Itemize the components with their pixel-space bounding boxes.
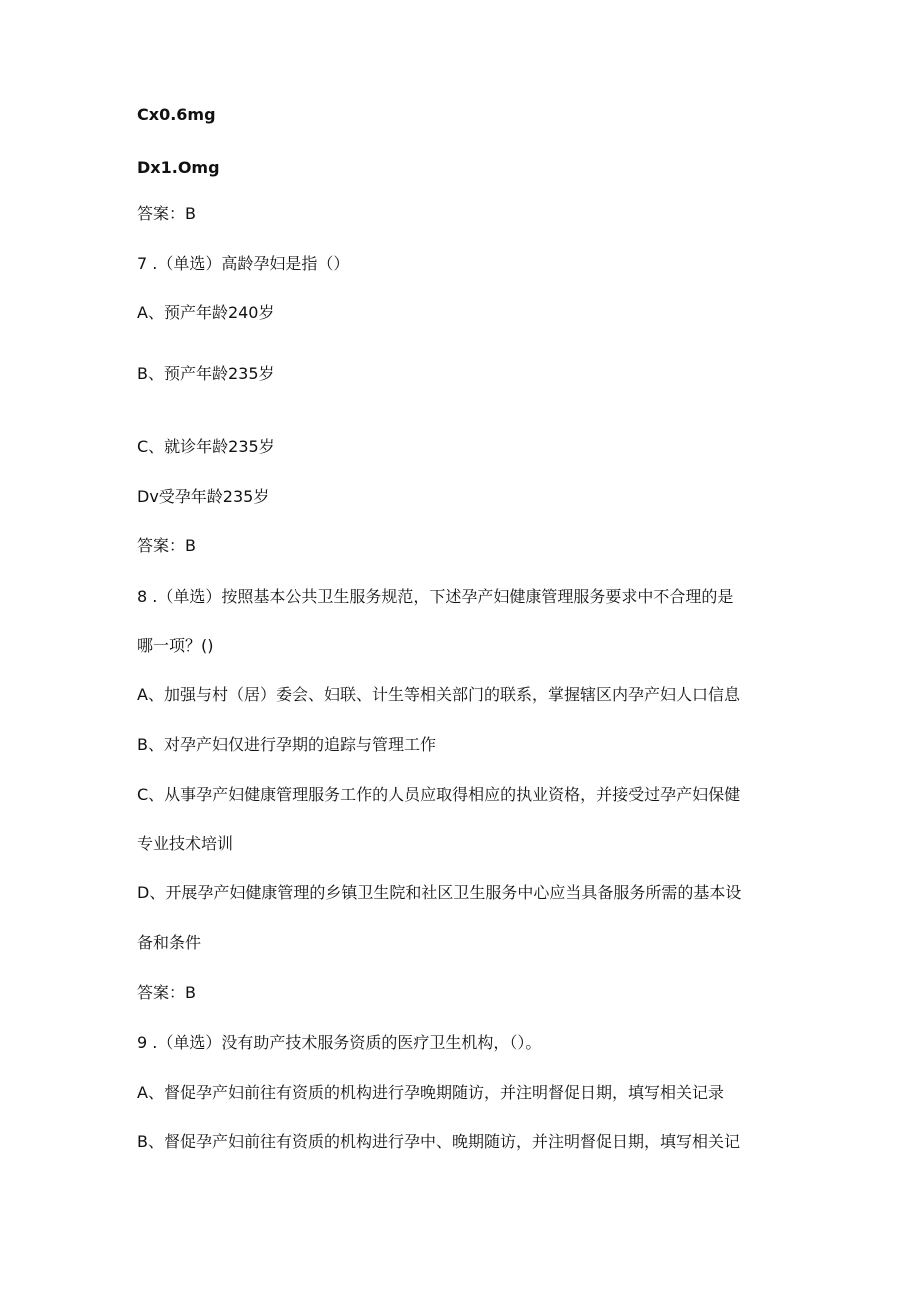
option-a-q8: A、加强与村（居）委会、妇联、计生等相关部门的联系，掌握辖区内孕产妇人口信息: [137, 685, 740, 704]
answer-q6: 答案：B: [137, 204, 196, 223]
answer-q7: 答案：B: [137, 536, 196, 555]
option-b-q7: B、预产年龄235岁: [137, 364, 275, 383]
option-d-q8-line-1: D、开展孕产妇健康管理的乡镇卫生院和社区卫生服务中心应当具备服务所需的基本设: [137, 883, 742, 902]
option-d-q8-line-2: 备和条件: [137, 933, 202, 952]
question-8-line-1: 8 .（单选）按照基本公共卫生服务规范，下述孕产妇健康管理服务要求中不合理的是: [137, 587, 734, 606]
option-c-q8-line-2: 专业技术培训: [137, 834, 234, 853]
answer-q8: 答案：B: [137, 983, 196, 1002]
question-9: 9 .（单选）没有助产技术服务资质的医疗卫生机构，（）。: [137, 1033, 542, 1052]
option-b-q9: B、督促孕产妇前往有资质的机构进行孕中、晚期随访，并注明督促日期，填写相关记: [137, 1132, 740, 1151]
question-7: 7 .（单选）高龄孕妇是指（）: [137, 254, 350, 273]
option-d-q7: Dv受孕年龄235岁: [137, 487, 270, 506]
option-a-q7: A、预产年龄240岁: [137, 303, 275, 322]
question-8-line-2: 哪一项？(): [137, 636, 214, 655]
option-c-q8-line-1: C、从事孕产妇健康管理服务工作的人员应取得相应的执业资格，并接受过孕产妇保健: [137, 785, 741, 804]
option-d-q6: Dx1.Omg: [137, 158, 220, 177]
option-a-q9: A、督促孕产妇前往有资质的机构进行孕晚期随访，并注明督促日期，填写相关记录: [137, 1083, 724, 1102]
option-b-q8: B、对孕产妇仅进行孕期的追踪与管理工作: [137, 735, 436, 754]
option-c-q6: Cx0.6mg: [137, 105, 216, 124]
option-c-q7: C、就诊年龄235岁: [137, 437, 275, 456]
